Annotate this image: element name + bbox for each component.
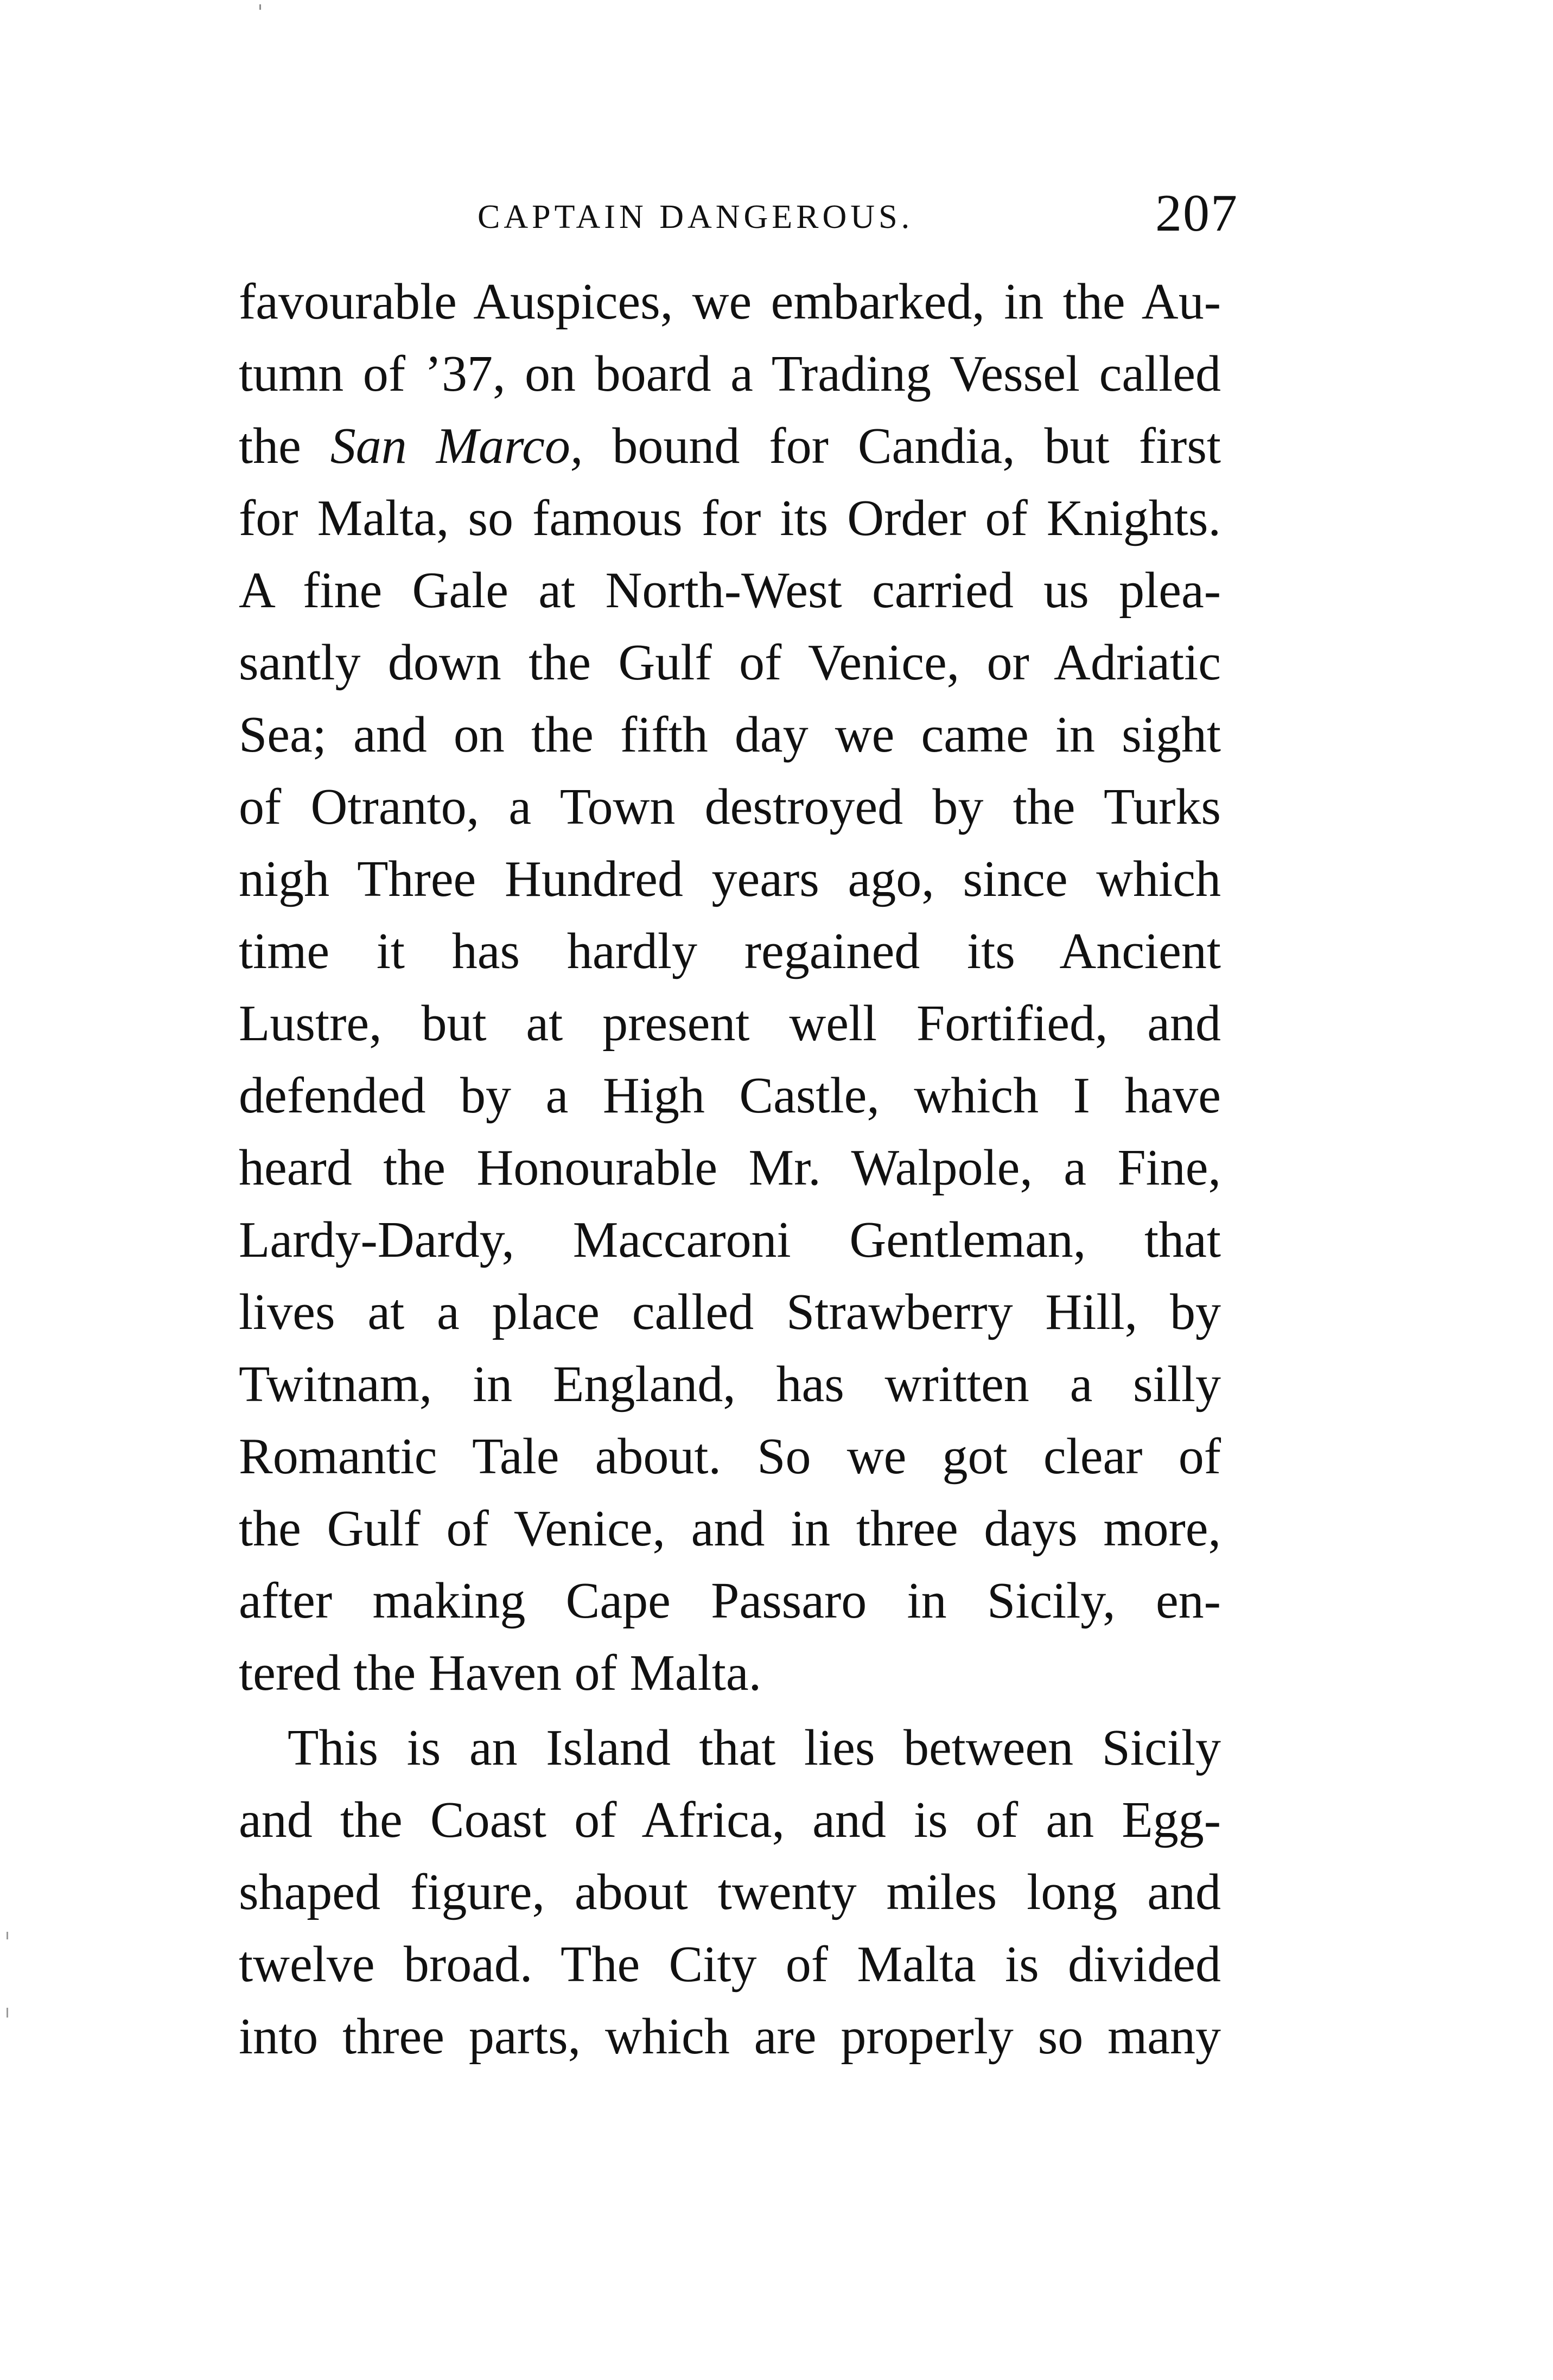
text-line: heard the Honourable Mr. Walpole, a Fine,	[239, 1140, 1221, 1196]
text-line: the Gulf of Venice, and in three days more,	[239, 1500, 1221, 1557]
text-line: Lustre, but at present well Fortified, and	[239, 995, 1221, 1052]
text-line	[239, 410, 1221, 482]
text-line: into three parts, which are properly so many	[239, 2008, 1221, 2065]
text-fragment: bound for Candia, but first	[612, 418, 1221, 474]
body-text	[239, 266, 1221, 2073]
text-line: time it has hardly regained its Ancient	[239, 923, 1221, 979]
page-number: 207	[1155, 184, 1238, 243]
text-line: A fine Gale at North-West carried us plea-	[239, 562, 1221, 619]
text-line: santly down the Gulf of Venice, or Adriatic	[239, 634, 1221, 691]
text-line: This is an Island that lies between Sicily	[288, 1720, 1221, 1776]
text-line: tumn of ’37, on board a Trading Vessel called	[239, 346, 1221, 402]
text-line: shaped figure, about twenty miles long and	[239, 1864, 1221, 1920]
text-line: tered the Haven of Malta.	[239, 1645, 762, 1701]
running-title: CAPTAIN DANGEROUS.	[478, 199, 914, 236]
text-line: nigh Three Hundred years ago, since which	[239, 851, 1221, 907]
scan-speck	[259, 4, 261, 10]
scan-speck	[7, 1932, 8, 1939]
text-line: Lardy-Dardy, Maccaroni Gentleman, that	[239, 1212, 1221, 1268]
text-line: favourable Auspices, we embarked, in the Au-	[239, 273, 1221, 330]
text-line: Twitnam, in England, has written a silly	[239, 1356, 1221, 1412]
text-line: of Otranto, a Town destroyed by the Turks	[239, 779, 1221, 835]
text-line: lives at a place called Strawberry Hill, by	[239, 1284, 1221, 1340]
text-line: and the Coast of Africa, and is of an Egg-	[239, 1792, 1221, 1848]
text-line: Romantic Tale about. So we got clear of	[239, 1428, 1221, 1485]
text-line: twelve broad. The City of Malta is divided	[239, 1936, 1221, 1993]
text-line: after making Cape Passaro in Sicily, en-	[239, 1573, 1221, 1629]
text-line: defended by a High Castle, which I have	[239, 1067, 1221, 1124]
scan-speck	[7, 2008, 8, 2018]
text-line: for Malta, so famous for its Order of Knights.	[239, 490, 1221, 546]
text-fragment: the	[239, 418, 301, 474]
paragraph-1	[239, 266, 1221, 1709]
paragraph-2	[239, 1712, 1221, 2073]
running-head	[239, 182, 1248, 247]
text-line: Sea; and on the fifth day we came in sight	[239, 707, 1221, 763]
ship-name: San Marco,	[330, 418, 583, 474]
